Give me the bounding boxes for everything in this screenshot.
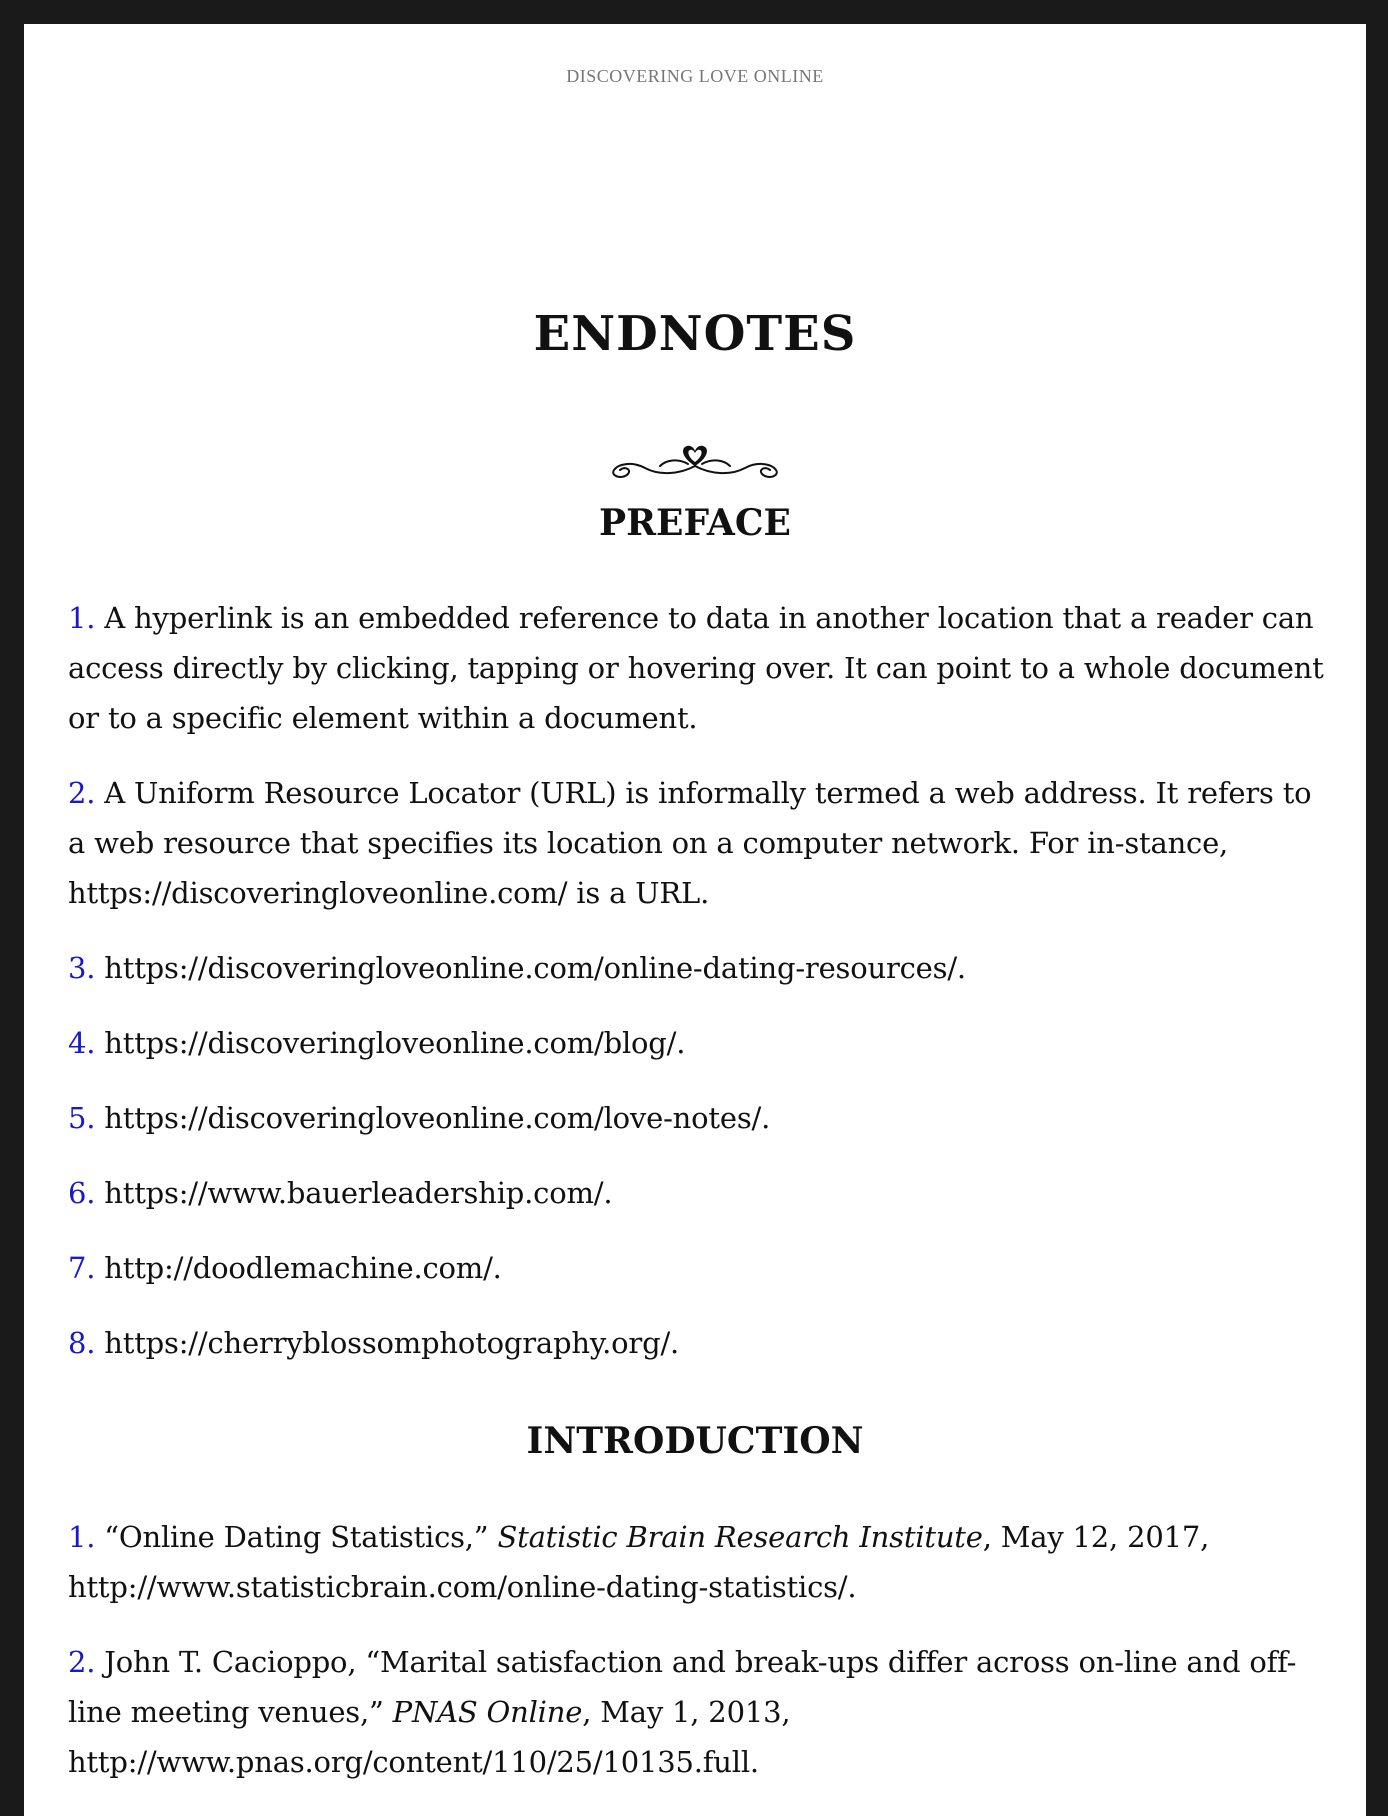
note-number-link[interactable]: 5. (68, 1101, 96, 1135)
note-text: https://discoveringloveonline.com/blog/. (95, 1026, 686, 1060)
note-text: https://cherryblossomphotography.org/. (95, 1326, 680, 1360)
list-item (68, 1318, 1336, 1368)
note-text: http://doodlemachine.com/. (95, 1251, 502, 1285)
page-title: ENDNOTES (533, 306, 857, 362)
publication-title: Statistic Brain Research Institute (497, 1520, 983, 1554)
section-heading-preface: PREFACE (599, 502, 791, 544)
list-item (68, 1093, 1336, 1143)
list-item (68, 593, 1336, 743)
note-number-link[interactable]: 2. (68, 776, 96, 810)
heart-flourish-icon (600, 436, 790, 482)
list-item (68, 1637, 1336, 1787)
note-text: https://discoveringloveonline.com/love-notes/. (95, 1101, 771, 1135)
book-page (24, 24, 1366, 1816)
list-item (68, 768, 1336, 918)
note-number-link[interactable]: 4. (68, 1026, 96, 1060)
note-text: , May 1, 2013, http://www.pnas.org/content/110/25/10135.full. (68, 1695, 791, 1779)
note-number-link[interactable]: 8. (68, 1326, 96, 1360)
note-number-link[interactable]: 3. (68, 951, 96, 985)
note-text: , May 12, 2017, http://www.statisticbrain.com/online-dating-statistics/. (68, 1520, 1210, 1604)
note-text: “Online Dating Statistics,” (95, 1520, 498, 1554)
note-number-link[interactable]: 1. (68, 601, 96, 635)
note-number-link[interactable]: 7. (68, 1251, 96, 1285)
note-number-link[interactable]: 6. (68, 1176, 96, 1210)
section-heading-introduction: INTRODUCTION (526, 1420, 864, 1462)
note-text: https://www.bauerleadership.com/. (95, 1176, 613, 1210)
note-number-link[interactable]: 1. (68, 1520, 96, 1554)
note-text: A Uniform Resource Locator (URL) is informally termed a web address. It refers to a web resource that specifies its location on a computer network. For in-stance, https://discoveringloveonline.com/ is a URL. (68, 776, 1312, 910)
publication-title: PNAS Online (392, 1695, 583, 1729)
list-item (68, 943, 1336, 993)
list-item (68, 1018, 1336, 1068)
introduction-notes-list (68, 1512, 1336, 1812)
running-head: DISCOVERING LOVE ONLINE (566, 66, 824, 86)
preface-notes-list (68, 593, 1336, 1393)
list-item (68, 1512, 1336, 1612)
note-text: John T. Cacioppo, “Marital satisfaction and break-ups differ across on-line and off-line meeting venues,” (68, 1645, 1297, 1729)
note-number-link[interactable]: 2. (68, 1645, 96, 1679)
note-text: https://discoveringloveonline.com/online-dating-resources/. (95, 951, 966, 985)
list-item (68, 1243, 1336, 1293)
list-item (68, 1168, 1336, 1218)
note-text: A hyperlink is an embedded reference to data in another location that a reader can access directly by clicking, tapping or hovering over. It can point to a whole document or to a specific element within a document. (68, 601, 1324, 735)
